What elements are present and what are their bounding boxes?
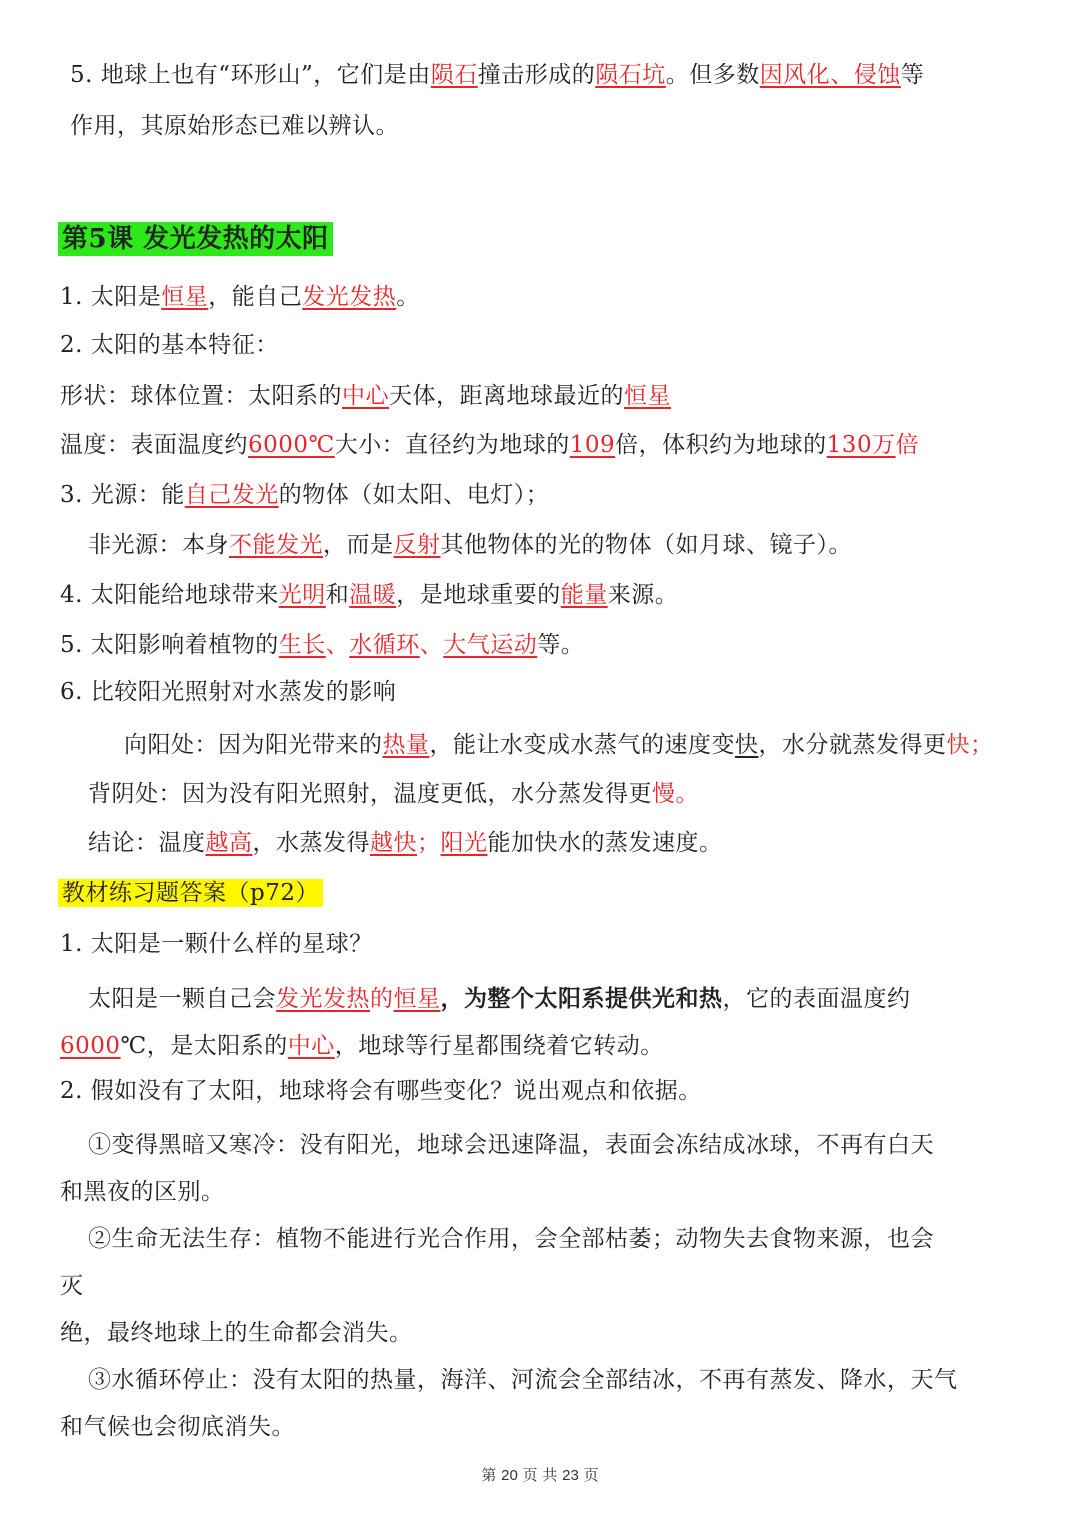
keyword: 发光发热 — [276, 986, 370, 1012]
keyword: 越高 — [205, 830, 253, 856]
keyword: 恒星 — [393, 986, 441, 1012]
text: 4. 太阳能给地球带来 — [60, 582, 279, 608]
page-total: 23 — [562, 1467, 579, 1484]
text: 倍 — [895, 432, 920, 458]
question-1 — [60, 927, 373, 961]
keyword: 的 — [370, 986, 394, 1012]
answers-title — [58, 876, 323, 910]
text: ； — [417, 830, 441, 856]
text: ，而是 — [323, 532, 394, 558]
text: 向阳处：因为阳光带来的 — [124, 732, 383, 758]
text: 倍，体积约为地球的 — [615, 432, 827, 458]
keyword: 恒星 — [161, 284, 209, 310]
paragraph-crater-line2 — [70, 109, 399, 143]
shade-side-line — [88, 777, 699, 811]
text: 和 — [325, 582, 350, 608]
text: 作用，其原始形态已难以辨认。 — [70, 113, 399, 139]
keyword: 快； — [946, 732, 994, 758]
shape-line — [60, 379, 671, 413]
text: 和黑夜的区别。 — [60, 1179, 225, 1205]
non-light-source-line — [88, 528, 852, 562]
keyword: 109 — [569, 432, 616, 458]
keyword: 130万 — [826, 432, 896, 458]
keyword: 恒星 — [624, 383, 671, 409]
item-2 — [60, 328, 279, 362]
keyword: 发光发热 — [302, 284, 397, 310]
text: 和气候也会彻底消失。 — [60, 1414, 295, 1440]
keyword: 温暖 — [349, 582, 397, 608]
item-3 — [60, 478, 549, 512]
text: 3. 光源：能 — [60, 482, 185, 508]
text: ②生命无法生存：植物不能进行光合作用，会全部枯萎；动物失去食物来源，也会 — [88, 1226, 934, 1252]
keyword: 反射 — [393, 532, 441, 558]
keyword: 陨石 — [430, 62, 478, 88]
text: ，地球等行星都围绕着它转动。 — [334, 1033, 664, 1059]
answer-2-1-line2 — [60, 1175, 225, 1209]
text: ③水循环停止：没有太阳的热量，海洋、河流会全部结冰，不再有蒸发、降水，天气 — [88, 1367, 958, 1393]
text: 大小：直径约为地球的 — [334, 432, 570, 458]
text: 能加快水的蒸发速度。 — [487, 830, 723, 856]
text: 形状：球体位置：太阳系的 — [60, 383, 342, 409]
keyword: 越快 — [370, 830, 417, 856]
text: 6. 比较阳光照射对水蒸发的影响 — [60, 679, 397, 705]
text: 第 — [481, 1466, 502, 1484]
answer-2-2-line2 — [60, 1269, 84, 1303]
text: 灭 — [60, 1273, 84, 1299]
keyword: 热量 — [382, 732, 430, 758]
page-footer — [0, 1464, 1080, 1485]
item-1 — [60, 280, 420, 314]
text: 其他物体的光的物体（如月球、镜子）。 — [440, 532, 852, 558]
text: 5. 太阳影响着植物的 — [60, 632, 279, 658]
text: 1. 太阳是 — [60, 284, 162, 310]
text: 2. 太阳的基本特征： — [60, 332, 279, 358]
text: 背阴处：因为没有阳光照射，温度更低，水分蒸发得更 — [88, 781, 652, 807]
separator: 、 — [419, 632, 444, 658]
text: 。但多数 — [665, 62, 760, 88]
text: ，水分就蒸发得更 — [758, 732, 947, 758]
text: ，是地球重要的 — [396, 582, 561, 608]
answer-2-3-line1 — [88, 1363, 958, 1397]
text: 结论：温度 — [88, 830, 206, 856]
keyword: 中心 — [342, 383, 389, 409]
page-number: 20 — [501, 1467, 518, 1484]
text: 来源。 — [607, 582, 679, 608]
keyword: 6000 — [60, 1033, 121, 1059]
item-6 — [60, 675, 396, 709]
text: 温度：表面温度约 — [60, 432, 248, 458]
text: ，它的表面温度约 — [722, 986, 911, 1012]
keyword: 中心 — [287, 1033, 335, 1059]
text: 等 — [900, 62, 925, 88]
keyword: 光明 — [278, 582, 326, 608]
text: ，水蒸发得 — [252, 830, 370, 856]
text: 非光源：本身 — [88, 532, 229, 558]
answer-2-2-line3 — [60, 1316, 413, 1350]
text: 绝，最终地球上的生命都会消失。 — [60, 1320, 413, 1346]
lesson-title-text: 第5课 发光发热的太阳 — [58, 222, 333, 256]
text: 天体，距离地球最近的 — [389, 383, 624, 409]
text: 页 共 — [517, 1466, 563, 1484]
text: 2. 假如没有了太阳，地球将会有哪些变化？说出观点和依据。 — [60, 1078, 702, 1104]
bold-text: ，为整个太阳系提供光和热 — [440, 985, 723, 1012]
separator: 、 — [325, 632, 350, 658]
answer-1-line1 — [88, 982, 911, 1016]
text: 5. 地球上也有“环形山”，它们是由 — [70, 62, 431, 88]
keyword: 生长 — [278, 632, 326, 658]
keyword: 阳光 — [440, 830, 488, 856]
text: 1. 太阳是一颗什么样的星球？ — [60, 931, 373, 957]
keyword: 慢。 — [652, 781, 699, 807]
keyword: 自己发光 — [184, 482, 279, 508]
keyword: 不能发光 — [229, 532, 323, 558]
text: 页 — [578, 1466, 599, 1484]
answer-2-2-line1 — [88, 1222, 934, 1256]
answers-title-text: 教材练习题答案（p72） — [58, 879, 323, 907]
item-5 — [60, 628, 584, 662]
paragraph-crater-line1 — [70, 58, 924, 92]
conclusion-line — [88, 826, 723, 860]
keyword: 6000℃ — [248, 432, 335, 458]
keyword: 因风化、侵蚀 — [759, 62, 901, 88]
text: 等。 — [537, 632, 585, 658]
keyword: 能量 — [560, 582, 608, 608]
temperature-line — [60, 428, 919, 462]
keyword: 陨石坑 — [595, 62, 666, 88]
text: 太阳是一颗自己会 — [88, 986, 276, 1012]
lesson-title — [58, 222, 333, 257]
sunny-side-line — [124, 728, 994, 762]
text: 的物体（如太阳、电灯）； — [278, 482, 550, 508]
answer-1-line2 — [60, 1029, 664, 1063]
keyword: 水循环 — [349, 632, 420, 658]
question-2 — [60, 1074, 702, 1108]
text: ①变得黑暗又寒冷：没有阳光，地球会迅速降温，表面会冻结成冰球，不再有白天 — [88, 1132, 934, 1158]
text: ，能让水变成水蒸气的速度变 — [429, 732, 735, 758]
text: 撞击形成的 — [477, 62, 596, 88]
keyword: 快 — [735, 732, 759, 758]
text: 。 — [396, 284, 420, 310]
text: ，能自己 — [208, 284, 303, 310]
answer-2-3-line2 — [60, 1410, 295, 1444]
answer-2-1-line1 — [88, 1128, 934, 1162]
text: ℃，是太阳系的 — [120, 1033, 288, 1059]
item-4 — [60, 578, 678, 612]
keyword: 大气运动 — [443, 632, 538, 658]
